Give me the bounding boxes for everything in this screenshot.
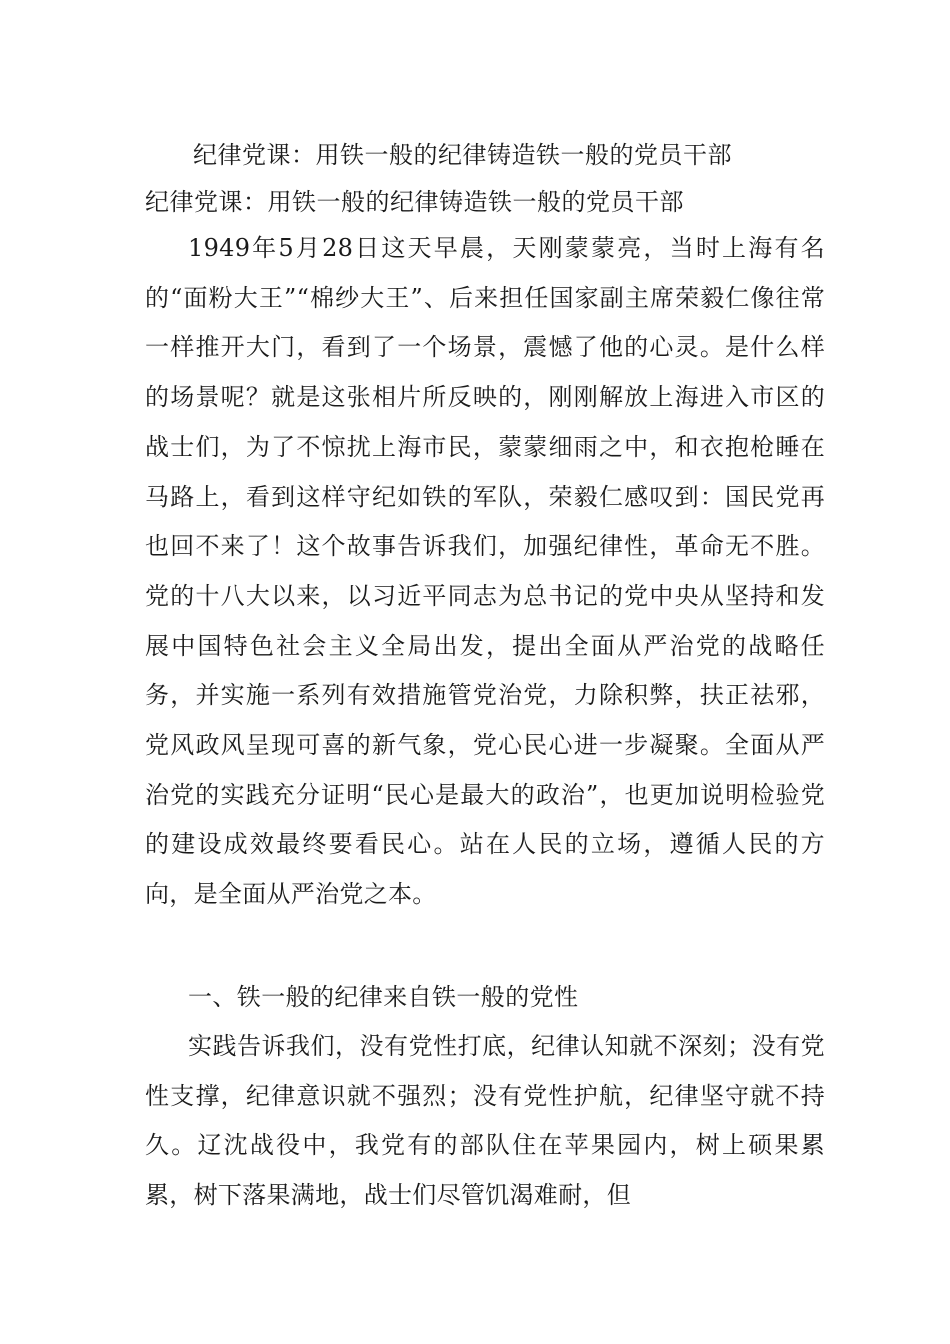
body-paragraph-1: 1949年5月28日这天早晨，天刚蒙蒙亮，当时上海有名的“面粉大王”“棉纱大王”、后来担任国家副主席荣毅仁像往常一样推开大门，看到了一个场景，震憾了他的心灵。是什么样的场景呢？就是这张相片所反映的，刚刚解放上海进入市区的战士们，为了不惊扰上海市民，蒙蒙细雨之中，和衣抱枪睡在马路上，看到这样守纪如铁的军队，荣毅仁感叹到：国民党再也回不来了！这个故事告诉我们，加强纪律性，革命无不胜。党的十八大以来，以习近平同志为总书记的党中央从坚持和发展中国特色社会主义全局出发，提出全面从严治党的战略任务，并实施一系列有效措施管党治党，力除积弊，扶正祛邪，党风政风呈现可喜的新气象，党心民心进一步凝聚。全面从严治党的实践充分证明“民心是最大的政治”，也更加说明检验党的建设成效最终要看民心。站在人民的立场，遵循人民的方向，是全面从严治党之本。 [145,234,825,909]
document-title-repeat: 纪律党课：用铁一般的纪律铸造铁一般的党员干部 [145,188,684,216]
document-title: 纪律党课：用铁一般的纪律铸造铁一般的党员干部 [193,141,732,169]
section-heading-1: 一、铁一般的纪律来自铁一般的党性 [188,983,579,1011]
body-paragraph-2: 实践告诉我们，没有党性打底，纪律认知就不深刻；没有党性支撑，纪律意识就不强烈；没有党性护航，纪律坚守就不持久。辽沈战役中，我党有的部队住在苹果园内，树上硕果累累，树下落果满地，战士们尽管饥渴难耐，但 [145,1032,825,1210]
